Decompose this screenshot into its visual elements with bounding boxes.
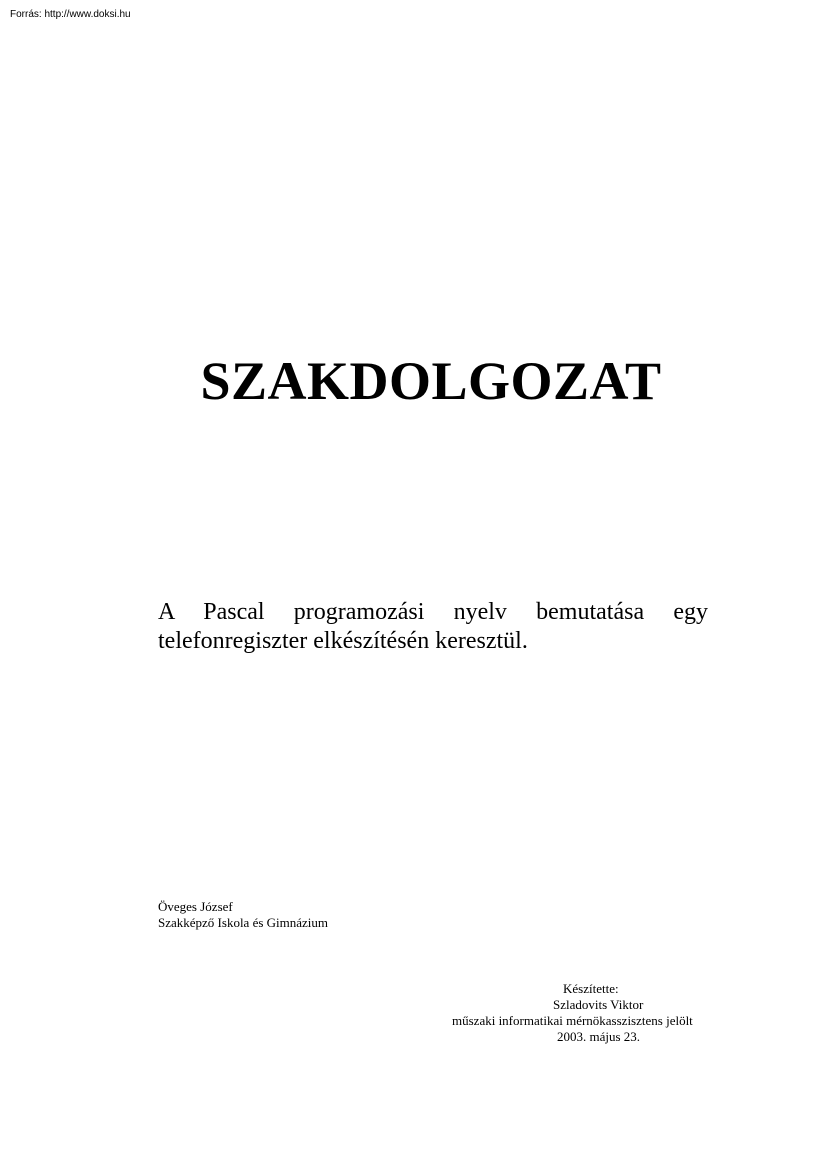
supervisor-block xyxy=(158,899,328,931)
document-subtitle xyxy=(158,598,708,656)
subtitle-line-1: A Pascal programozási nyelv bemutatása egy xyxy=(158,599,708,625)
made-by-label: Készítette: xyxy=(563,981,619,996)
supervisor-institution: Szakképző Iskola és Gimnázium xyxy=(158,915,329,930)
author-block xyxy=(450,981,710,1045)
author-role: műszaki informatikai mérnökasszisztens jelölt xyxy=(452,1013,693,1028)
document-title: SZAKDOLGOZAT xyxy=(200,351,662,411)
source-attribution: Forrás: http://www.doksi.hu xyxy=(10,9,131,20)
supervisor-name: Öveges József xyxy=(158,899,233,914)
subtitle-line-2: telefonregiszter elkészítésén keresztül. xyxy=(158,628,528,654)
author-name: Szladovits Viktor xyxy=(553,997,644,1012)
document-date: 2003. május 23. xyxy=(557,1029,641,1044)
